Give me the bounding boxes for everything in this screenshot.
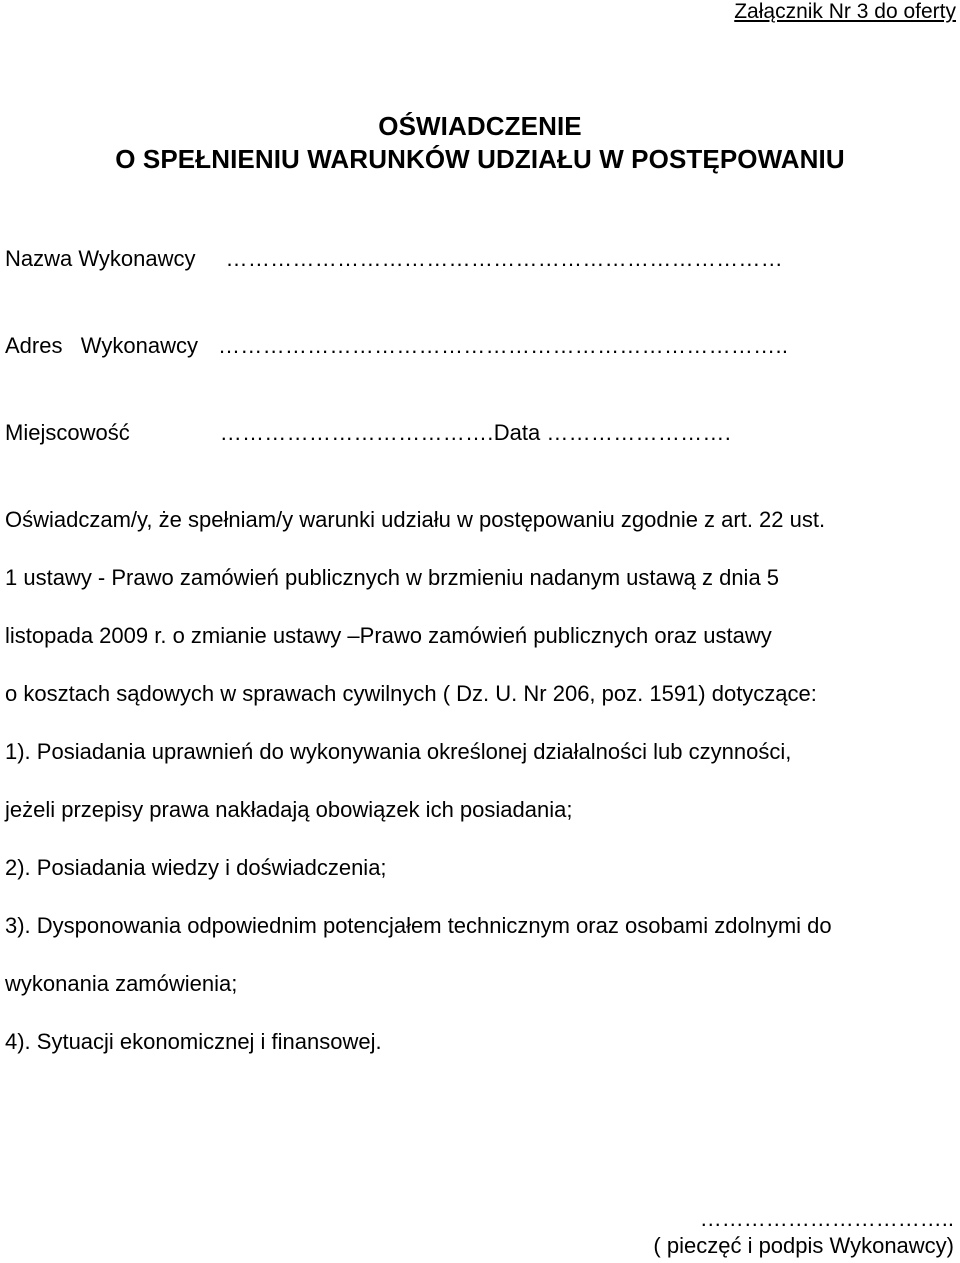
city-label: Miejscowość	[5, 420, 130, 445]
contractor-address-blank: …………………………………………………………………..	[217, 333, 789, 358]
city-blank: ……………………………….	[219, 420, 494, 445]
city-date-field	[5, 420, 731, 446]
signature-label: ( pieczęć i podpis Wykonawcy)	[653, 1233, 954, 1258]
condition-item-2: 2). Posiadania wiedzy i doświadczenia;	[5, 855, 387, 880]
body-line: listopada 2009 r. o zmianie ustawy –Prawo zamówień publicznych oraz ustawy	[5, 623, 772, 648]
attachment-label: Załącznik Nr 3 do oferty	[734, 0, 956, 23]
condition-item-1: 1). Posiadania uprawnień do wykonywania określonej działalności lub czynności,	[5, 739, 792, 764]
condition-item-3: 3). Dysponowania odpowiednim potencjałem technicznym oraz osobami zdolnymi do	[5, 913, 832, 938]
body-line: o kosztach sądowych w sprawach cywilnych ( Dz. U. Nr 206, poz. 1591) dotyczące:	[5, 681, 817, 706]
condition-item-1-cont: jeżeli przepisy prawa nakładają obowiązek ich posiadania;	[5, 797, 573, 822]
contractor-name-field	[5, 246, 783, 272]
condition-item-4: 4). Sytuacji ekonomicznej i finansowej.	[5, 1029, 382, 1054]
contractor-address-field	[5, 333, 788, 359]
condition-item-3-cont: wykonania zamówienia;	[5, 971, 238, 996]
date-blank: …………………….	[546, 420, 732, 445]
date-label: Data	[493, 420, 541, 445]
document-subtitle: O SPEŁNIENIU WARUNKÓW UDZIAŁU W POSTĘPOWANIU	[115, 144, 845, 174]
body-line: 1 ustawy - Prawo zamówień publicznych w brzmieniu nadanym ustawą z dnia 5	[5, 565, 780, 590]
document-title: OŚWIADCZENIE	[378, 111, 582, 141]
contractor-name-blank: …………………………………………………………………	[225, 246, 784, 271]
contractor-address-label: Adres Wykonawcy	[5, 333, 198, 358]
contractor-name-label: Nazwa Wykonawcy	[5, 246, 196, 271]
body-line: Oświadczam/y, że spełniam/y warunki udziału w postępowaniu zgodnie z art. 22 ust.	[5, 507, 826, 532]
signature-blank: ……………………………..	[699, 1206, 954, 1231]
